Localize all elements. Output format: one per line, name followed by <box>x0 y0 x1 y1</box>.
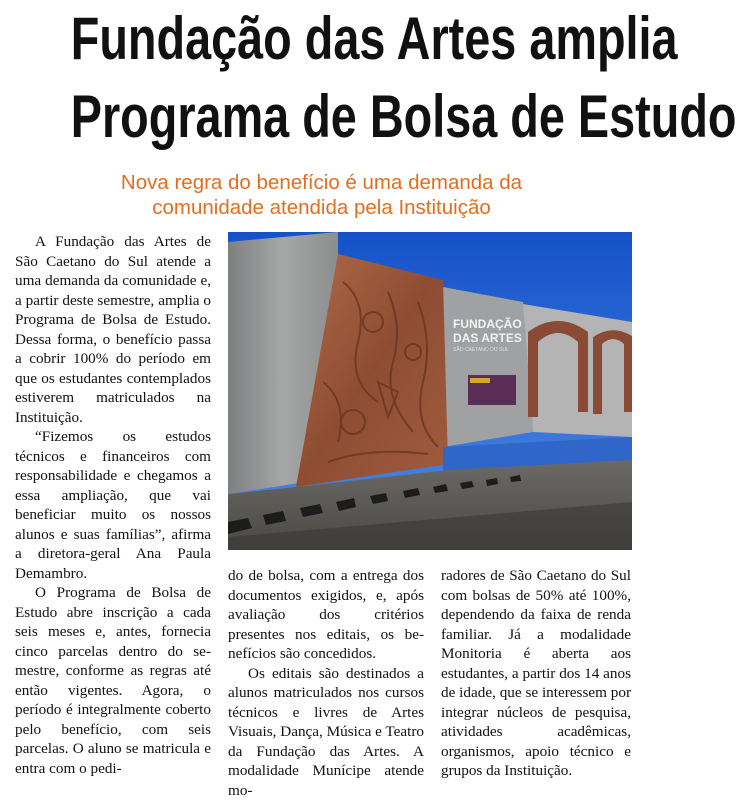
sign-text-1: FUNDAÇÃO <box>453 317 522 331</box>
article-column-2 <box>228 566 424 800</box>
subheadline-line-2: comunidade atendida pela Instituição <box>152 196 491 219</box>
article-paragraph-3-end: do de bolsa, com a entrega dos documentos exigidos, e, após avaliação dos critérios presentes nos editais, os benefícios são concedidos. <box>228 567 424 662</box>
headline-line-1: Fundação das Artes amplia <box>70 5 678 72</box>
sign-text-3: SÃO CAETANO DO SUL <box>453 347 509 353</box>
article-column-3 <box>441 566 631 781</box>
article-paragraph-4-end: radores de São Caetano do Sul com bolsas de 50% até 100%, dependendo da faixa de renda familiar. Já a modalidade Monitoria é aberta aos estudantes, a partir dos 14 anos de idade, que se interessem por integrar núcleos de pesquisa, atividades acadêmicas, organismos, apoio técnico e grupos da Instituição. <box>441 567 631 779</box>
sign-text-2: DAS ARTES <box>453 331 522 345</box>
article-paragraph-2: “Fizemos os estudos técnicos e financeiros com responsabilidade e chegamos a essa ampliação, que vai beneficiar muito os nossos alunos e suas famílias”, afirma a diretora-geral Ana Paula Demambro. <box>15 428 211 582</box>
headline-line-2: Programa de Bolsa de Estudo <box>70 83 737 150</box>
building-photo <box>228 232 632 550</box>
article-paragraph-3-start: O Programa de Bolsa de Estudo abre inscrição a cada seis meses e, antes, fornecia cinco parcelas dentro do semestre, conforme as regras até então vigentes. Agora, o período é integralmente coberto pelo benefício, com seis parcelas. O aluno se matricula e entra com o pedi- <box>15 584 211 777</box>
article-paragraph-1: A Fundação das Artes de São Caetano do Sul atende a uma demanda da comunidade e, a partir deste semestre, amplia o Programa de Bolsa de Estudo. Dessa forma, o benefício passa a cobrir 100% do período em que os estudantes contemplados estiverem matriculados na Instituição. <box>15 233 211 426</box>
article-column-1 <box>15 232 211 778</box>
subheadline-line-1: Nova regra do benefício é uma demanda da <box>120 171 523 194</box>
article-paragraph-4-start: Os editais são destinados a alunos matriculados nos cursos técnicos e livres de Artes Visuais, Dança, Música e Teatro da Fundação das Artes. A modalidade Munícipe atende mo- <box>228 664 424 799</box>
